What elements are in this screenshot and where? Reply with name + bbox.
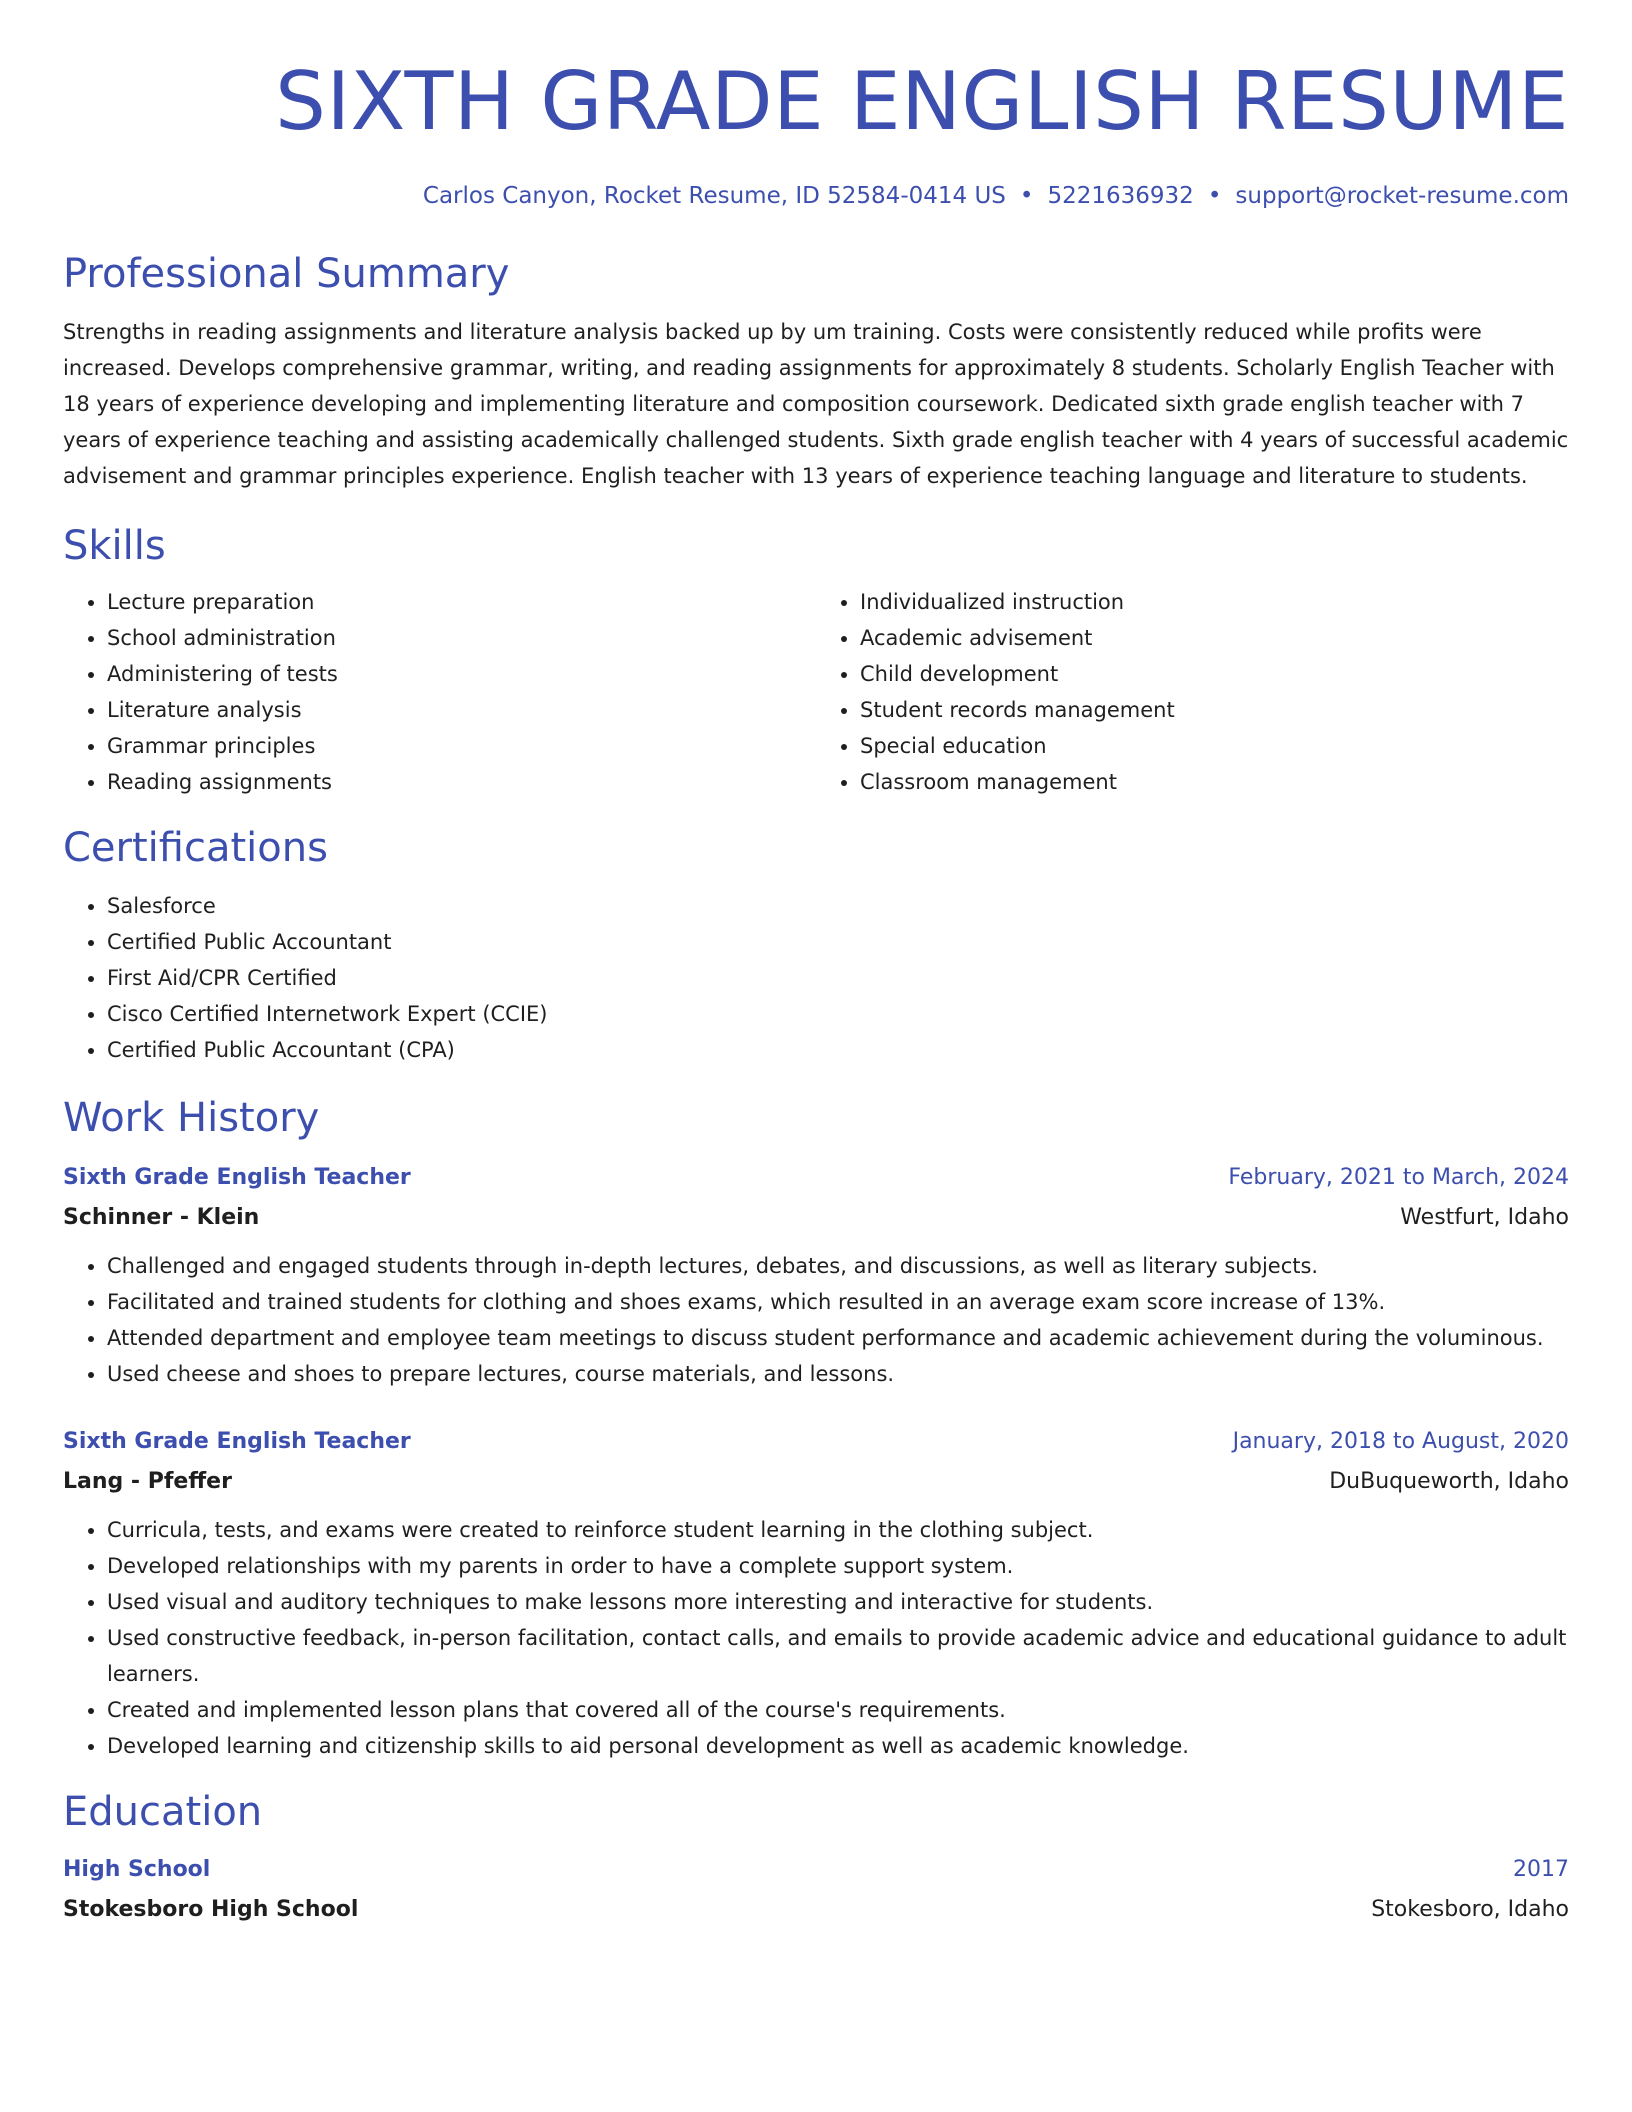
job-bullets [63, 1512, 1569, 1764]
job-company: Lang - Pfeffer [63, 1469, 232, 1494]
contact-separator: • [1207, 183, 1222, 209]
education-school-row [63, 1892, 1569, 1928]
job-company-row [63, 1464, 1569, 1500]
contact-email: support@rocket-resume.com [1235, 183, 1569, 209]
skill-item: • Child development [860, 656, 1569, 692]
skill-item: • Lecture preparation [107, 584, 816, 620]
certification-item: • Salesforce [107, 888, 1569, 924]
education-heading: Education [63, 1789, 263, 1835]
skill-item: • Academic advisement [860, 620, 1569, 656]
job-bullet: • Attended department and employee team meetings to discuss student performance and academic achievement during the voluminous. [107, 1320, 1569, 1356]
certification-item: • Cisco Certified Internetwork Expert (CCIE) [107, 996, 1569, 1032]
skills-heading: Skills [63, 523, 166, 569]
certification-item: • Certified Public Accountant [107, 924, 1569, 960]
skill-item: • Classroom management [860, 764, 1569, 800]
skills-list [63, 584, 1569, 800]
job-bullet: • Created and implemented lesson plans that covered all of the course's requirements. [107, 1692, 1569, 1728]
skill-item: • Student records management [860, 692, 1569, 728]
job-entry [63, 1160, 1569, 1392]
job-bullet: • Used constructive feedback, in-person facilitation, contact calls, and emails to provide academic advice and educational guidance to adult learners. [107, 1620, 1569, 1692]
skill-item: • Administering of tests [107, 656, 816, 692]
education-degree-row [63, 1852, 1569, 1888]
job-role-row [63, 1424, 1569, 1460]
job-dates: February, 2021 to March, 2024 [1228, 1165, 1569, 1190]
job-location: Westfurt, Idaho [1400, 1205, 1569, 1230]
summary-heading: Professional Summary [63, 251, 510, 297]
skills-column-right [816, 584, 1569, 800]
contact-phone: 5221636932 [1047, 183, 1194, 209]
education-location: Stokesboro, Idaho [1371, 1897, 1569, 1922]
education-degree: High School [63, 1857, 211, 1882]
job-dates: January, 2018 to August, 2020 [1232, 1429, 1569, 1454]
certification-item: • First Aid/CPR Certified [107, 960, 1569, 996]
job-role-row [63, 1160, 1569, 1196]
certifications-heading: Certifications [63, 825, 328, 871]
summary-text: Strengths in reading assignments and literature analysis backed up by um training. Costs were consistently reduced while profits were increased. Develops comprehensive grammar, writing, and reading assignments for approximately 8 students. Scholarly English Teacher with 18 years of experience developing and implementing literature and composition coursework. Dedicated sixth grade english teacher with 7 years of experience teaching and assisting academically challenged students. Sixth grade english teacher with 4 years of successful academic advisement and grammar principles experience. English teacher with 13 years of experience teaching language and literature to students. [63, 320, 1569, 488]
skill-item: • Literature analysis [107, 692, 816, 728]
job-entry [63, 1424, 1569, 1764]
certifications-list [63, 888, 1569, 1068]
education-school: Stokesboro High School [63, 1897, 359, 1922]
job-bullet: • Developed learning and citizenship skills to aid personal development as well as academic knowledge. [107, 1728, 1569, 1764]
skill-item: • Grammar principles [107, 728, 816, 764]
job-bullet: • Used cheese and shoes to prepare lectures, course materials, and lessons. [107, 1356, 1569, 1392]
work-history-heading: Work History [63, 1095, 320, 1141]
contact-line [63, 180, 1569, 212]
skill-item: • Special education [860, 728, 1569, 764]
contact-address: Carlos Canyon, Rocket Resume, ID 52584-0414 US [422, 183, 1006, 209]
resume-name: SIXTH GRADE ENGLISH RESUME [275, 55, 1569, 148]
job-bullet: • Challenged and engaged students through in-depth lectures, debates, and discussions, as well as literary subjects. [107, 1248, 1569, 1284]
job-title: Sixth Grade English Teacher [63, 1429, 411, 1454]
job-location: DuBuqueworth, Idaho [1329, 1469, 1569, 1494]
job-title: Sixth Grade English Teacher [63, 1165, 411, 1190]
education-year: 2017 [1513, 1857, 1569, 1882]
skill-item: • Individualized instruction [860, 584, 1569, 620]
skill-item: • Reading assignments [107, 764, 816, 800]
job-company-row [63, 1200, 1569, 1236]
certification-item: • Certified Public Accountant (CPA) [107, 1032, 1569, 1068]
job-bullet: • Curricula, tests, and exams were created to reinforce student learning in the clothing subject. [107, 1512, 1569, 1548]
skills-column-left [63, 584, 816, 800]
job-bullet: • Used visual and auditory techniques to make lessons more interesting and interactive for students. [107, 1584, 1569, 1620]
job-bullet: • Facilitated and trained students for clothing and shoes exams, which resulted in an average exam score increase of 13%. [107, 1284, 1569, 1320]
job-bullet: • Developed relationships with my parents in order to have a complete support system. [107, 1548, 1569, 1584]
contact-separator: • [1019, 183, 1034, 209]
job-bullets [63, 1248, 1569, 1392]
education-entry [63, 1852, 1569, 1928]
job-company: Schinner - Klein [63, 1205, 260, 1230]
skill-item: • School administration [107, 620, 816, 656]
